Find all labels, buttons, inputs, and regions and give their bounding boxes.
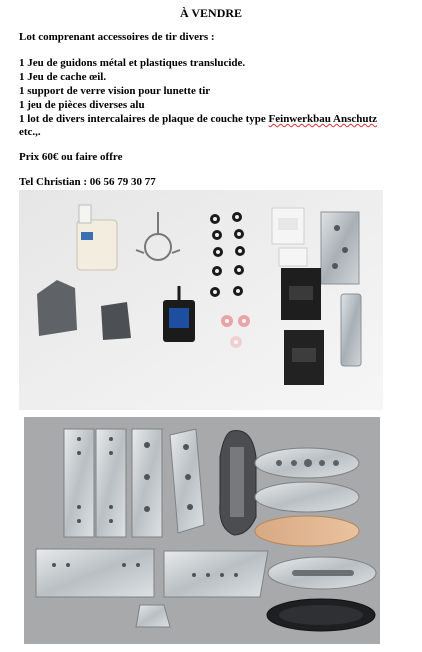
item-4: 1 jeu de pièces diverses alu — [19, 99, 145, 111]
photo-aluminium-parts-drawing — [24, 417, 380, 644]
item-5 — [19, 113, 377, 125]
item-1: 1 Jeu de guidons métal et plastiques translucide. — [19, 57, 246, 69]
item-2: 1 Jeu de cache œil. — [19, 71, 107, 83]
photo-aluminium-parts — [24, 417, 380, 644]
page-title: À VENDRE — [179, 6, 243, 20]
intro-line: Lot comprenant accessoires de tir divers : — [19, 31, 215, 43]
contact-line: Tel Christian : 06 56 79 30 77 — [19, 176, 156, 188]
item-3: 1 support de verre vision pour lunette tir — [19, 85, 211, 97]
photo-accessories — [19, 190, 383, 410]
item-5-suffix: etc.,. — [19, 126, 41, 138]
price-line: Prix 60€ ou faire offre — [19, 151, 123, 163]
item-5-text: 1 lot de divers intercalaires de plaque de couche type — [19, 113, 269, 125]
item-5-brand: Feinwerkbau Anschutz — [268, 113, 378, 125]
photo-accessories-drawing — [19, 190, 383, 410]
